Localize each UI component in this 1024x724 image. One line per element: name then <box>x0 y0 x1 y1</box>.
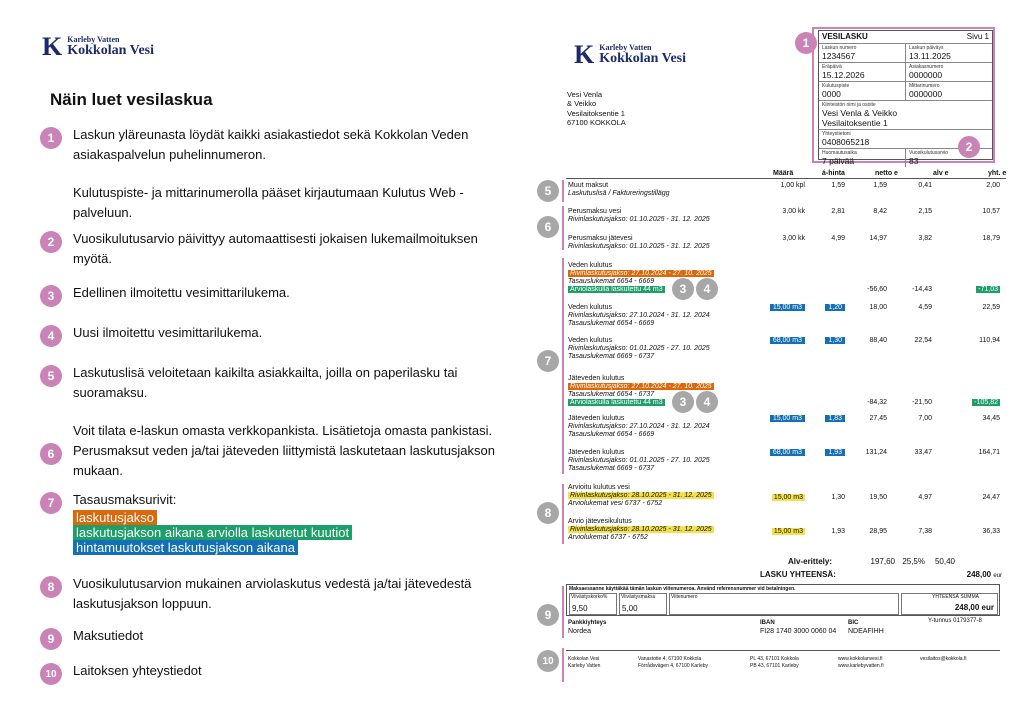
meter-label: Mittarinumero <box>909 83 940 89</box>
explanation-line <box>73 164 468 183</box>
row-vat-cell <box>900 449 932 456</box>
badge-1: 1 <box>795 32 817 54</box>
property-name: Vesi Venla & Veikko <box>822 108 898 118</box>
annual-label: Vuosikulutusarvio <box>909 150 949 156</box>
alv-vat: 50,40 <box>934 557 955 566</box>
ref-label: Viitenumero <box>671 594 698 600</box>
row-total: 34,45 <box>982 415 1000 422</box>
iban-label: IBAN <box>760 620 775 626</box>
row-title: Jäteveden kulutus <box>568 375 625 382</box>
row-net: 14,97 <box>869 235 887 242</box>
legend-period: laskutusjakso <box>73 510 157 525</box>
logo-left <box>42 34 154 60</box>
row-unit-price-cell <box>800 337 845 344</box>
footer-text: PB 43, 67101 Karleby <box>750 662 799 669</box>
bracket-10 <box>562 648 564 682</box>
row-vat: 4,59 <box>918 304 932 311</box>
alv-rate: 25,5% <box>902 557 925 566</box>
row-unit-price-cell <box>800 235 845 242</box>
ytunnus: Y-tunnus 0179377-8 <box>928 618 982 624</box>
terms-label: Huomautusaika <box>822 150 857 156</box>
footer-col-1 <box>568 656 600 669</box>
row-title: Jäteveden kulutus <box>568 449 625 456</box>
footer-col-5 <box>920 656 966 663</box>
row-net-cell <box>845 494 887 501</box>
logo-finnish: Kokkolan Vesi <box>599 51 686 66</box>
bank: Nordea <box>568 628 591 635</box>
footer-rule <box>566 650 1000 651</box>
row-readings: Tasauslukemat 6669 - 6737 <box>568 353 655 360</box>
ref-cell <box>669 593 899 615</box>
invoice-date: 13.11.2025 <box>909 51 951 61</box>
row-title: Jäteveden kulutus <box>568 415 625 422</box>
row-qty: 1,00 kpl <box>780 182 805 189</box>
row-readings-cell <box>568 465 654 474</box>
row-vat-cell <box>900 415 932 422</box>
row-total-cell <box>950 449 1000 456</box>
row-qty: 15,00 m3 <box>773 494 803 501</box>
row-qty: 3,00 kk <box>782 208 805 215</box>
footer-text: Förrådsvägen 4, 67100 Karleby <box>638 662 709 669</box>
row-unit-price-cell <box>800 208 845 215</box>
explanation-line: asiakaspalvelun puhelinnumeron. <box>73 146 266 162</box>
footer-text: Karleby Vatten <box>568 662 601 669</box>
row-total: 36,33 <box>982 528 1000 535</box>
row-period-cell <box>568 243 710 252</box>
legend-price-change: hintamuutokset laskutusjakson aikana <box>73 540 298 555</box>
row-estimated: Arviolaskulla laskutettu 44 m3 <box>570 286 663 293</box>
badge-6: 6 <box>40 443 62 465</box>
row-unit-price-cell <box>800 494 845 501</box>
badge-5: 5 <box>537 180 559 202</box>
row-unit-price: 4,99 <box>831 235 845 242</box>
row-net: 8,42 <box>873 208 887 215</box>
row-net-cell <box>845 415 887 422</box>
explanation-line: Tasausmaksurivit: <box>73 492 177 507</box>
row-total-cell <box>950 304 1000 311</box>
row-period: Laskutuslisä / Faktureringstillägg <box>568 190 670 197</box>
row-period: Rivinlaskutusjakso: 28.10.2025 - 31. 12. 2025 <box>570 492 712 499</box>
explanation-line: mukaan. <box>73 462 123 478</box>
footer-text: Kokkolan Vesi <box>568 656 600 662</box>
row-net-cell <box>845 399 887 406</box>
fee-value: 5,00 <box>622 604 638 613</box>
row-period: Rivinlaskutusjakso: 01.10.2025 - 31. 12. 2025 <box>568 243 710 250</box>
row-net: 1,59 <box>873 182 887 189</box>
explanation-line: Laskutuslisä veloitetaan kaikilta asiakkailta, joilla on paperilasku tai <box>73 365 458 380</box>
recipient-address <box>567 90 626 128</box>
row-title: Perusmaksu vesi <box>568 208 622 215</box>
site-no: 0000 <box>822 89 841 99</box>
address-line: Vesilaitoksentie 1 <box>567 108 625 118</box>
sum-cell <box>901 593 998 615</box>
row-total: 18,79 <box>982 235 1000 242</box>
header-rule <box>566 178 1006 179</box>
badge-5: 5 <box>40 365 62 387</box>
explanation-line: Laitoksen yhteystiedot <box>73 663 202 678</box>
payment-box <box>566 584 1000 616</box>
explanation-line: laskutusjakson loppuun. <box>73 595 212 611</box>
row-vat: -21,50 <box>912 399 932 406</box>
customer-label: Asiakasnumero <box>909 64 944 70</box>
row-net-cell <box>845 337 887 344</box>
row-net-cell <box>845 304 887 311</box>
row-vat: 0,41 <box>918 182 932 189</box>
badge-4: 4 <box>40 325 62 347</box>
explanation-line: Uusi ilmoitettu vesimittarilukema. <box>73 325 263 340</box>
row-qty-cell <box>745 304 805 311</box>
footer-text: www.kokkolanvesi.fi <box>838 656 883 662</box>
row-qty-cell <box>745 182 805 189</box>
penalty-cell <box>569 593 617 615</box>
row-unit-price: 1,83 <box>825 415 845 422</box>
explanation-8 <box>73 574 471 613</box>
row-vat: -14,43 <box>912 286 932 293</box>
row-total-cell <box>950 208 1000 215</box>
row-total-cell <box>950 399 1000 406</box>
row-qty-cell <box>745 235 805 242</box>
row-period: Rivinlaskutusjakso: 27.10.2024 - 31. 12. 2024 <box>568 312 710 319</box>
logo-mark-icon: K <box>574 40 595 69</box>
explanation-line: Maksutiedot <box>73 628 144 643</box>
row-vat-cell <box>900 399 932 406</box>
row-net-cell <box>845 528 887 535</box>
row-net: 28,95 <box>869 528 887 535</box>
phone: 0408065218 <box>822 137 870 147</box>
footer-text: PL 43, 67101 Kokkola <box>750 656 799 662</box>
badge-4a: 4 <box>696 278 718 300</box>
row-vat: 33,47 <box>914 449 932 456</box>
badge-1: 1 <box>40 127 62 149</box>
row-net-cell <box>845 286 887 293</box>
row-vat-cell <box>900 494 932 501</box>
row-unit-price-cell <box>800 528 845 535</box>
row-readings: Tasauslukemat 6669 - 6737 <box>568 465 655 472</box>
ref-note: Maksaessanne käyttäkää tämän laskun viitenumeroa. Använd referensnummer vid betalningen. <box>569 586 796 592</box>
row-period: Rivinlaskutusjakso: 27.10.2024 - 31. 12. 2024 <box>568 423 710 430</box>
explanation-3 <box>73 283 290 303</box>
badge-8: 8 <box>40 576 62 598</box>
logo-invoice <box>574 42 686 68</box>
row-unit-price: 1,59 <box>831 182 845 189</box>
footer-col-3 <box>750 656 799 669</box>
col-vat: alv e <box>933 170 949 177</box>
due-date: 15.12.2026 <box>822 70 865 80</box>
explanation-line: Vuosikulutusarvion mukainen arviolaskutus vedestä ja/tai jätevedestä <box>73 576 472 591</box>
row-net: 88,40 <box>869 337 887 344</box>
row-readings-cell <box>568 534 648 543</box>
iban: FI28 1740 3000 0060 04 <box>760 628 837 635</box>
customer-no: 0000000 <box>909 70 943 80</box>
explanation-5 <box>73 363 492 441</box>
address-line: 67100 KOKKOLA <box>567 118 626 128</box>
badge-4b: 4 <box>696 391 718 413</box>
row-total: 2,00 <box>986 182 1000 189</box>
row-total: -105,82 <box>974 399 998 406</box>
row-readings-cell <box>568 431 654 440</box>
bracket-9 <box>562 586 564 638</box>
row-qty: 3,00 kk <box>782 235 805 242</box>
row-total: -71,03 <box>978 286 998 293</box>
col-total: yht. e <box>988 170 1007 177</box>
row-total: 164,71 <box>978 449 1000 456</box>
row-total-cell <box>950 235 1000 242</box>
penalty-value: 9,50 <box>572 604 588 613</box>
row-title: Perusmaksu jätevesi <box>568 235 633 242</box>
row-qty: 68,00 m3 <box>770 449 805 456</box>
row-total-cell <box>950 337 1000 344</box>
logo-mark-icon: K <box>42 32 63 61</box>
row-unit-price: 1,30 <box>831 494 845 501</box>
row-period: Rivinlaskutusjakso: 01.01.2025 - 27. 10. 2025 <box>568 345 710 352</box>
site-label: Kulutuspiste <box>822 83 850 89</box>
row-readings-cell <box>568 320 654 329</box>
alv-net: 197,60 <box>870 557 895 566</box>
row-total-cell <box>950 494 1000 501</box>
explanation-line: Perusmaksut veden ja/tai jäteveden liittymistä laskutetaan laskutusjakson <box>73 443 495 458</box>
col-unit: á-hinta <box>822 170 845 177</box>
row-net: -84,32 <box>867 399 887 406</box>
row-total-cell <box>950 286 1000 293</box>
invoice-heading: VESILASKU <box>822 32 868 41</box>
explanation-1 <box>73 125 468 222</box>
explanation-line: suoramaksu. <box>73 384 148 400</box>
row-period-cell <box>568 216 710 225</box>
row-vat-cell <box>900 337 932 344</box>
row-period: Rivinlaskutusjakso: 27.10.2024 - 27. 10. 2025 <box>570 383 712 390</box>
explanation-line: Voit tilata e-laskun omasta verkkopankista. Lisätietoja omasta pankistasi. <box>73 423 493 438</box>
row-qty-cell <box>745 494 805 501</box>
bracket-6 <box>562 206 564 250</box>
badge-2: 2 <box>40 231 62 253</box>
badge-10: 10 <box>537 650 559 672</box>
bic: NDEAFIHH <box>848 628 884 635</box>
explanation-4 <box>73 323 262 343</box>
row-vat-cell <box>900 235 932 242</box>
row-net-cell <box>845 182 887 189</box>
invoice-page: Sivu 1 <box>966 32 989 41</box>
row-vat: 4,97 <box>918 494 932 501</box>
sum-label: YHTEENSÄ SUMMA <box>932 594 979 600</box>
explanation-line: palveluun. <box>73 204 133 220</box>
row-net-cell <box>845 208 887 215</box>
logo-finnish: Kokkolan Vesi <box>67 43 154 58</box>
explanation-line: Kulutuspiste- ja mittarinumerolla pääset kirjautumaan Kulutus Web - <box>73 185 464 200</box>
row-period: Rivinlaskutusjakso: 01.01.2025 - 27. 10. 2025 <box>568 457 710 464</box>
row-vat: 7,38 <box>918 528 932 535</box>
row-readings: Tasauslukemat 6654 - 6669 <box>568 278 655 285</box>
row-unit-price-cell <box>800 304 845 311</box>
row-qty: 15,00 m3 <box>770 415 805 422</box>
row-unit-price-cell <box>800 182 845 189</box>
row-estimated-cell <box>568 399 665 408</box>
row-qty: 68,00 m3 <box>770 337 805 344</box>
row-qty-cell <box>745 337 805 344</box>
row-period: Rivinlaskutusjakso: 28.10.2025 - 31. 12. 2025 <box>570 526 712 533</box>
row-unit-price: 1,30 <box>825 337 845 344</box>
badge-9: 9 <box>537 604 559 626</box>
logo-swedish: Karleby Vatten <box>67 35 120 44</box>
footer-text: www.karlebyvatten.fi <box>838 662 884 669</box>
invoice-no: 1234567 <box>822 51 856 61</box>
address-line: & Veikko <box>567 99 597 109</box>
logo-swedish: Karleby Vatten <box>599 43 652 52</box>
row-title: Veden kulutus <box>568 337 612 344</box>
col-qty: Määrä <box>773 170 794 177</box>
bracket-8 <box>562 484 564 544</box>
legend-estimated: laskutusjakson aikana arviolla laskutetut kuutiot <box>73 525 352 540</box>
row-period: Rivinlaskutusjakso: 01.10.2025 - 31. 12. 2025 <box>568 216 710 223</box>
phone-label: Yhteystietoni <box>822 131 851 137</box>
row-qty: 15,00 m3 <box>773 528 803 535</box>
row-readings-cell <box>568 500 662 509</box>
row-total: 10,57 <box>982 208 1000 215</box>
explanation-line: Edellinen ilmoitettu vesimittarilukema. <box>73 285 290 300</box>
row-qty: 15,00 m3 <box>770 304 805 311</box>
badge-3a: 3 <box>672 278 694 300</box>
footer-col-4 <box>838 656 884 669</box>
due-label: Eräpäivä <box>822 64 842 70</box>
row-title: Arvioitu kulutus vesi <box>568 484 630 491</box>
row-period: Rivinlaskutusjakso: 27.10.2024 - 27. 10. 2025 <box>570 270 712 277</box>
address-line: Vesi Venla <box>567 90 603 99</box>
badge-2: 2 <box>958 136 980 158</box>
badge-3b: 3 <box>672 391 694 413</box>
row-total: 110,94 <box>979 337 1000 344</box>
row-vat-cell <box>900 304 932 311</box>
row-estimated-cell <box>568 286 665 295</box>
footer-col-2 <box>638 656 708 669</box>
row-unit-price: 1,20 <box>825 304 845 311</box>
row-vat: 3,82 <box>918 235 932 242</box>
annual-estimate: 83 <box>909 156 919 166</box>
row-title: Veden kulutus <box>568 304 612 311</box>
row-unit-price: 2,81 <box>831 208 845 215</box>
badge-10: 10 <box>40 663 62 685</box>
fee-label: Viivästysmaksu <box>621 594 656 600</box>
row-title: Veden kulutus <box>568 262 612 269</box>
row-unit-price: 1,93 <box>825 449 845 456</box>
row-net: 18,00 <box>869 304 887 311</box>
row-qty-cell <box>745 208 805 215</box>
row-estimated: Arviolaskulla laskutettu 44 m3 <box>570 399 663 406</box>
total-value: 248,00 <box>966 570 992 579</box>
row-net: 27,45 <box>869 415 887 422</box>
explanation-line: myötä. <box>73 250 113 266</box>
row-period-cell <box>568 190 670 199</box>
row-qty-cell <box>745 415 805 422</box>
badge-7: 7 <box>40 492 62 514</box>
row-readings: Arviolukemat vesi 6737 - 6752 <box>568 500 663 507</box>
row-vat-cell <box>900 208 932 215</box>
row-unit-price-cell <box>800 415 845 422</box>
terms: 7 päivää <box>822 156 855 166</box>
fee-cell <box>619 593 667 615</box>
row-total: 24,47 <box>982 494 1000 501</box>
page-title: Näin luet vesilaskua <box>50 90 213 109</box>
explanation-2 <box>73 229 478 268</box>
footer-text: vesilaitos@kokkola.fi <box>920 656 967 662</box>
row-vat: 22,54 <box>914 337 932 344</box>
footer-text: Vanastotie 4, 67100 Kokkola <box>638 656 702 662</box>
total-label: LASKU YHTEENSÄ: <box>760 570 836 579</box>
row-readings: Tasauslukemat 6654 - 6737 <box>568 391 655 398</box>
row-readings: Tasauslukemat 6654 - 6669 <box>568 320 655 327</box>
alv-label: Alv-erittely: <box>788 557 833 566</box>
row-vat: 2,15 <box>918 208 932 215</box>
row-total-cell <box>950 528 1000 535</box>
badge-9: 9 <box>40 628 62 650</box>
badge-7: 7 <box>537 350 559 372</box>
total-amount <box>940 570 1002 579</box>
property-label: Kiinteistön nimi ja osoite <box>822 102 876 108</box>
row-unit-price-cell <box>800 449 845 456</box>
col-net: netto e <box>875 170 898 177</box>
row-qty-cell <box>745 528 805 535</box>
row-title: Muut maksut <box>568 182 609 189</box>
meter-no: 0000000 <box>909 89 943 99</box>
badge-6: 6 <box>537 216 559 238</box>
explanation-10 <box>73 661 202 681</box>
invoice-date-label: Laskun päiväys <box>909 45 944 51</box>
row-net: 131,24 <box>865 449 887 456</box>
explanation-line: Laskun yläreunasta löydät kaikki asiakastiedot sekä Kokkolan Veden <box>73 127 469 142</box>
row-net-cell <box>845 235 887 242</box>
bank-label: Pankkiyhteys <box>568 620 607 626</box>
row-unit-price: 1,93 <box>831 528 845 535</box>
row-total-cell <box>950 415 1000 422</box>
explanation-6 <box>73 441 495 480</box>
bic-label: BIC <box>848 620 859 626</box>
row-readings-cell <box>568 353 654 362</box>
badge-8: 8 <box>537 502 559 524</box>
explanation-line <box>73 402 492 421</box>
row-net: -56,60 <box>867 286 887 293</box>
explanation-9 <box>73 626 143 646</box>
row-vat-cell <box>900 286 932 293</box>
row-readings: Arviolukemat 6737 - 6752 <box>568 534 648 541</box>
total-currency: eur <box>993 573 1002 579</box>
row-readings: Tasauslukemat 6654 - 6669 <box>568 431 655 438</box>
bracket-7 <box>562 258 564 474</box>
row-total: 22,59 <box>982 304 1000 311</box>
bracket-5 <box>562 180 564 202</box>
explanation-line: Vuosikulutusarvio päivittyy automaattisesti jokaisen lukemailmoituksen <box>73 231 478 246</box>
penalty-label: Viivästyskorko% <box>571 594 608 600</box>
explanation-7 <box>73 490 352 555</box>
row-net: 19,50 <box>869 494 887 501</box>
property-address: Vesilaitoksentie 1 <box>822 118 888 128</box>
row-vat: 7,00 <box>918 415 932 422</box>
row-vat-cell <box>900 528 932 535</box>
row-qty-cell <box>745 449 805 456</box>
row-title: Arvio jätevesikulutus <box>568 518 632 525</box>
row-vat-cell <box>900 182 932 189</box>
row-net-cell <box>845 449 887 456</box>
sum-value: 248,00 eur <box>954 603 994 612</box>
invoice-no-label: Laskun numero <box>822 45 857 51</box>
row-total-cell <box>950 182 1000 189</box>
badge-3: 3 <box>40 285 62 307</box>
